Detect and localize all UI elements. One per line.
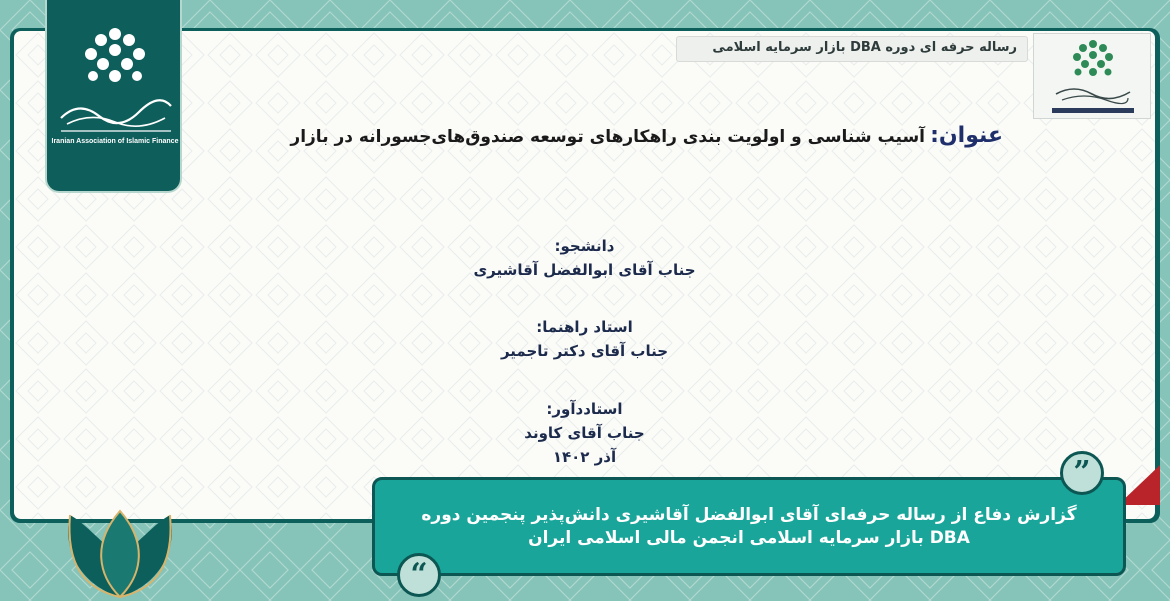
slide-banner: رساله حرفه ای دوره DBA بازار سرمایه اسلامی [676, 36, 1028, 62]
referee-block [14, 400, 1155, 466]
association-logo [45, 0, 182, 193]
slide-screenshot [14, 31, 1155, 519]
supervisor-name: جناب آقای دکتر تاجمیر [500, 342, 669, 360]
student-label: دانشجو: [554, 237, 615, 255]
lotus-ornament-icon [40, 505, 200, 601]
caption-line-1: گزارش دفاع از رساله حرفه‌ای آقای ابوالفضل آقاشیری دانش‌پذیر پنجمین دوره [421, 505, 1077, 525]
supervisor-label: استاد راهنما: [536, 318, 633, 336]
caption-line-2: DBA بازار سرمایه اسلامی انجمن مالی اسلامی ایران [528, 528, 970, 548]
title-label: عنوان: [930, 123, 1003, 148]
student-name: جناب آقای ابوالفضل آقاشیری [473, 261, 696, 279]
referee-label: استاددآور: [546, 400, 623, 418]
logo-emblem-icon [47, 0, 184, 193]
student-block [14, 237, 1155, 279]
title-text: آسیب شناسی و اولویت بندی راهکارهای توسعه صندوق‌های‌جسورانه در بازار [290, 127, 925, 147]
slide-logo [1033, 33, 1151, 119]
referee-name: جناب آقای کاوند [524, 424, 645, 442]
svg-text:Iranian Association of Islamic: Iranian Association of Islamic Finance [51, 138, 179, 145]
slide-date: آذر ۱۴۰۲ [552, 448, 617, 466]
close-quote-icon: ” [1060, 451, 1104, 495]
open-quote-icon: “ [397, 553, 441, 597]
logo-emblem-icon [1034, 34, 1152, 120]
supervisor-block [14, 318, 1155, 360]
caption-box [372, 477, 1126, 576]
